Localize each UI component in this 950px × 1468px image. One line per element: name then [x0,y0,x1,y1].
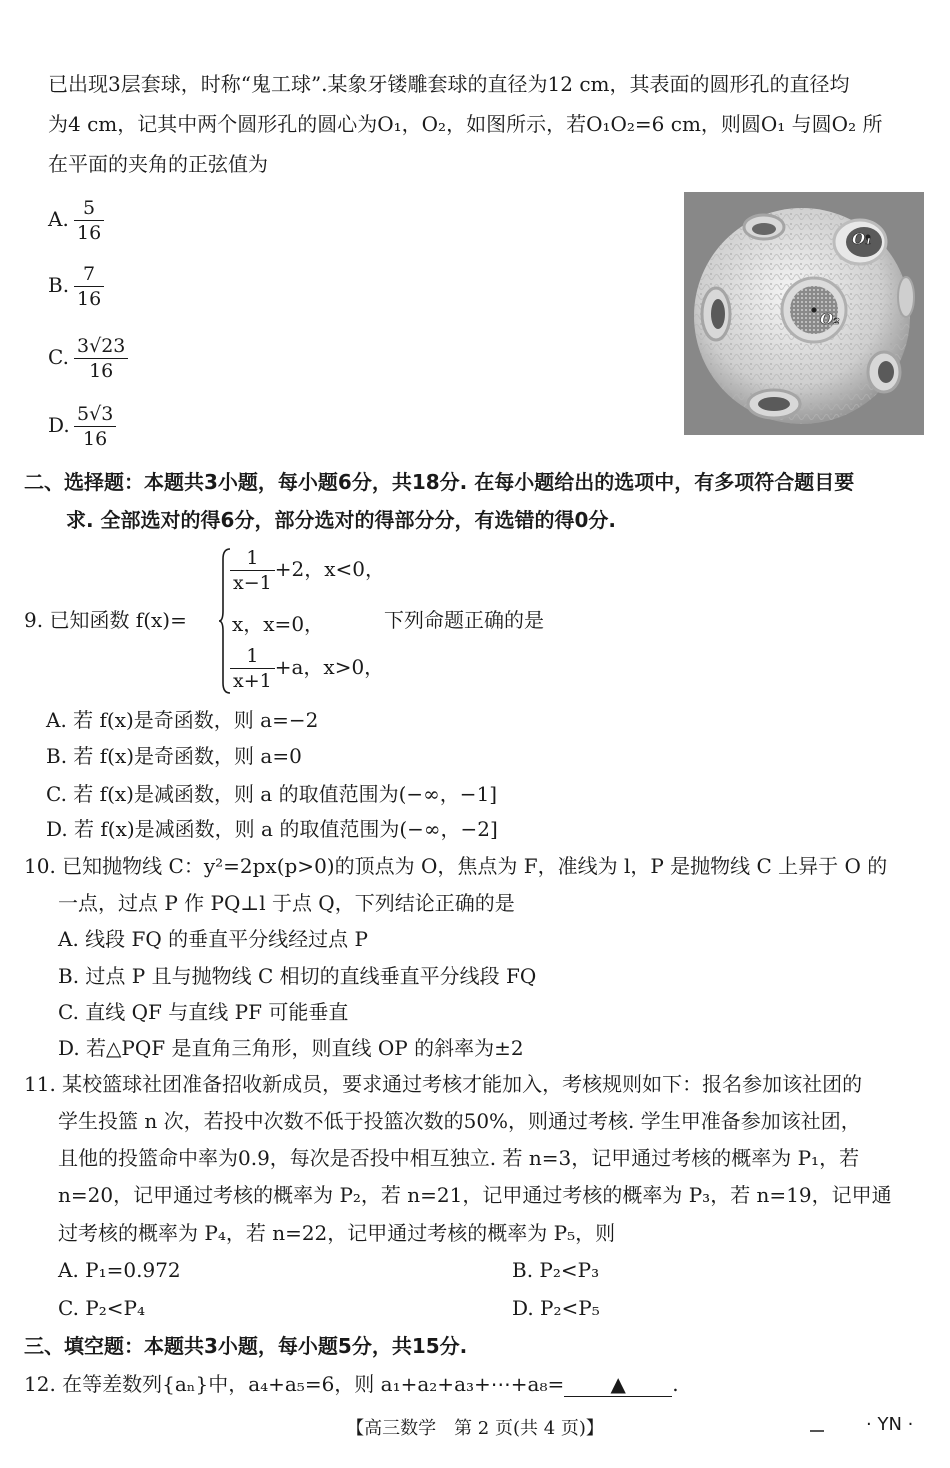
section3-header: 三、填空题：本题共3小题，每小题5分，共15分. [24,1334,468,1358]
q10-option-c: C. 直线 QF 与直线 PF 可能垂直 [58,1000,349,1024]
q11-option-c: C. P₂<P₄ [58,1296,146,1320]
carved-ball-figure [684,192,924,435]
q10-option-b: B. 过点 P 且与抛物线 C 相切的直线垂直平分线段 FQ [58,964,537,988]
q8-option-d: D. $\frac{5√3}{16}$ [48,402,116,451]
q11-line1: 11. 某校篮球社团准备招收新成员，要求通过考核才能加入，考核规则如下：报名参加该社团的 [24,1072,863,1096]
q8-line1: 已出现3层套球，时称“鬼工球”.某象牙镂雕套球的直径为12 cm，其表面的圆形孔的直径均 [48,72,850,96]
q11-line4: n=20，记甲通过考核的概率为 P₂，若 n=21，记甲通过考核的概率为 P₃，若 n=19，记甲通 [58,1183,892,1207]
q11-option-b: B. P₂<P₃ [512,1258,600,1282]
section2-line2: 求. 全部选对的得6分，部分选对的得部分分，有选错的得0分. [66,508,616,532]
answer-blank[interactable]: ▲ [564,1372,672,1397]
q8-line3: 在平面的夹角的正弦值为 [48,152,268,176]
q11-option-d: D. P₂<P₅ [512,1296,600,1320]
q9-piece1: $\frac{1}{x-1}$ +2，x<0， [230,546,385,595]
page-footer: 【高三数学 第 2 页(共 4 页)】 [346,1418,604,1439]
q8-option-a: A. $\frac{5}{16}$ [48,196,104,245]
q12-line: 12. 在等差数列{aₙ}中，a₄+a₅=6，则 a₁+a₂+a₃+⋯+a₈= ▲ . [24,1372,679,1396]
footer-dash [810,1430,824,1432]
q11-line3: 且他的投篮命中率为0.9，每次是否投中相互独立. 若 n=3，记甲通过考核的概率为 P₁，若 [58,1146,860,1170]
q12-text: 12. 在等差数列{aₙ}中，a₄+a₅=6，则 a₁+a₂+a₃+⋯+a₈= [24,1372,565,1396]
q8-option-c: C. $\frac{3√23}{16}$ [48,334,128,383]
q9-piece3: $\frac{1}{x+1}$ +a，x>0， [230,644,384,693]
section2-line1: 二、选择题：本题共3小题，每小题6分，共18分. 在每小题给出的选项中，有多项符合题目要 [24,470,855,494]
q8-line2: 为4 cm，记其中两个圆形孔的圆心为O₁，O₂，如图所示，若O₁O₂=6 cm，则圆O₁ 与圆O₂ 所 [48,112,883,136]
q10-option-d: D. 若△PQF 是直角三角形，则直线 OP 的斜率为±2 [58,1036,524,1060]
q8-option-b: B. $\frac{7}{16}$ [48,262,104,311]
q9-option-c: C. 若 f(x)是减函数，则 a 的取值范围为(−∞，−1] [46,782,498,806]
q10-option-a: A. 线段 FQ 的垂直平分线经过点 P [58,927,368,951]
footer-code: · YN · [866,1414,914,1435]
q9-option-b: B. 若 f(x)是奇函数，则 a=0 [46,744,302,768]
q9-option-d: D. 若 f(x)是减函数，则 a 的取值范围为(−∞，−2] [46,817,498,841]
q11-line2: 学生投篮 n 次，若投中次数不低于投篮次数的50%，则通过考核. 学生甲准备参加该社团， [58,1109,861,1133]
q11-line5: 过考核的概率为 P₄，若 n=22，记甲通过考核的概率为 P₅，则 [58,1221,616,1245]
label-o1: O₁ [852,230,872,248]
q11-option-a: A. P₁=0.972 [58,1258,181,1282]
q10-line1: 10. 已知抛物线 C：y²=2px(p>0)的顶点为 O，焦点为 F，准线为 l，P 是抛物线 C 上异于 O 的 [24,854,888,878]
q10-line2: 一点，过点 P 作 PQ⊥l 于点 Q，下列结论正确的是 [58,891,515,915]
q9-prefix: 9. 已知函数 f(x)= [24,608,187,632]
q9-piece2: x，x=0， [232,612,325,636]
q9-option-a: A. 若 f(x)是奇函数，则 a=−2 [46,708,319,732]
q9-suffix: 下列命题正确的是 [384,608,544,632]
label-o2: O₂ [820,310,840,328]
